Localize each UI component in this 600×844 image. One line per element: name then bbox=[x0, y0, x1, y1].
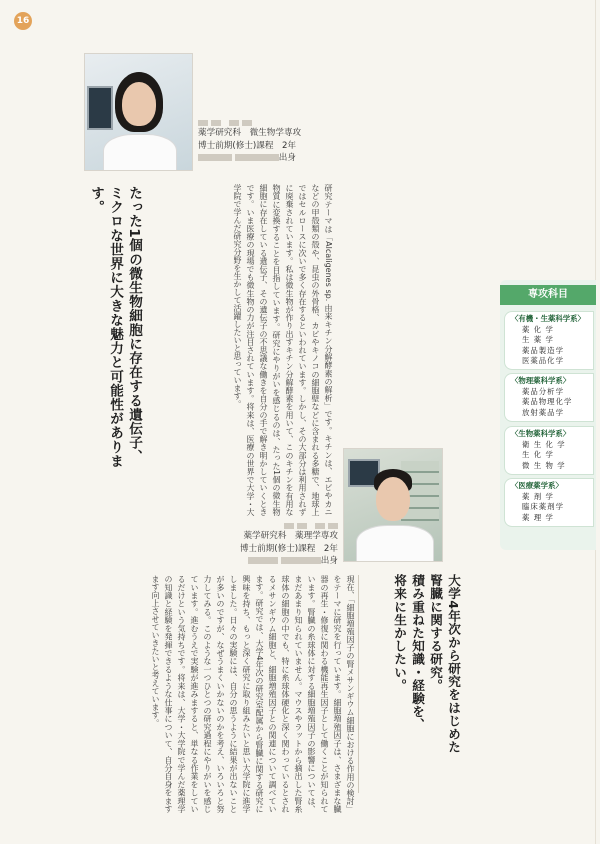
student1-origin: 出身 bbox=[278, 153, 296, 163]
subject-list bbox=[505, 440, 593, 474]
subject-group-title: 〈医療薬学系〉 bbox=[511, 481, 563, 490]
subject-item: 医薬品化学 bbox=[522, 355, 564, 365]
student2-origin: 出身 bbox=[320, 556, 338, 566]
subject-group-title: 〈有機・生薬科学系〉 bbox=[511, 314, 585, 323]
face-graphic bbox=[122, 82, 156, 126]
student2-name bbox=[213, 520, 338, 528]
subject-group bbox=[504, 373, 594, 422]
subject-list bbox=[505, 325, 593, 369]
student1-origin-row bbox=[198, 152, 301, 165]
subjects-title: 専攻科目 bbox=[500, 285, 596, 305]
student1-dept: 薬学研究科 微生物学専攻 bbox=[198, 128, 302, 138]
student2-dept: 薬学研究科 薬理学専攻 bbox=[243, 531, 338, 541]
student2-course: 博士前期(修士)課程 2年 bbox=[239, 543, 338, 554]
subject-item: 臨床薬剤学 bbox=[522, 502, 564, 512]
student2-headline: 大学4年次から研究をはじめた 腎臓に関する研究。 積み重ねた知識・経験を、 将来に生かしたい。 bbox=[392, 574, 461, 754]
lab-coat-graphic bbox=[356, 525, 434, 562]
subject-item: 薬品分析学 bbox=[522, 387, 564, 397]
subject-item: 薬品製造学 bbox=[522, 345, 564, 355]
subject-group-title: 〈物理薬科学系〉 bbox=[511, 376, 571, 385]
subject-list bbox=[505, 492, 593, 526]
student1-name bbox=[198, 117, 301, 125]
subject-item: 衛 生 化 学 bbox=[522, 440, 566, 450]
subject-list bbox=[505, 387, 593, 421]
student2-origin-row bbox=[213, 555, 338, 568]
page-number: 16 bbox=[14, 12, 32, 30]
student1-body: 研究テーマは「Alcaligenes sp. 由来キチン分解酵素の解析」です。キチンは、エビやカニなどの甲殻類の殻や、昆虫の外骨格、カビやキノコの細胞壁などに含まれる多糖で、地球上ではセルロースに次いで多く存在するといわれています。しかし、その大部分は利用されずに廃棄されています。私は微生物が作り出すキチン分解酵素を用いて、このキチンを有用な物質に変換することを目指しています。研究にやりがいを感じるのは、たった1個の微生物細胞に存在している遺伝子、その遺伝子の不思議な働きを自分の手で解き明かしていくときです。いま医療の現場でも微生物の力が注目されています。将来は、医療の世界で大学・大学院で学んだ研究分野を生かして活躍したいと思っています。 bbox=[233, 184, 333, 516]
student1-profile bbox=[198, 117, 301, 165]
student1-headline: たった1個の微生物細胞に存在する遺伝子、 ミクロな世界に大きな魅力と可能性があります。 bbox=[88, 186, 142, 468]
student1-photo bbox=[84, 53, 193, 171]
subject-item: 微 生 物 学 bbox=[522, 460, 566, 470]
student2-body: 現在、「細胞増殖因子の腎メサンギウム細胞における作用の検討」をテーマに研究を行っています。細胞増殖因子は、さまざまな臓器の再生・修復に関わる機能再生因子として働くことが知られています。腎臓の糸球体に対する細胞増殖因子の影響については、まだあまり知られていません。マウスやラットから摘出した腎糸球体の細胞の中でも、特に糸球体硬化と深く関わっているとされるメサンギウム細胞と、細胞増殖因子との関連について調べています。研究では、大学4年次の研究室配属から腎臓に関する研究に興味を持ち、もっと深く研究に取り組みたいと思い大学院に進学しました。日々の実験には、自分の思うように結果が出ないことが多いのですが、なぜうまくいかないのかを考え、いろいろと努力してみる。このような一つひとつの研究過程にやりがいを感じています。進むうえで実験が進みますると、単なる作業をしているだけという気持ちです。将来は、大学・大学院で学んだ薬理学の知識と経験を発揮できるような仕事について、自分自身をますます向上させていきたいと考えています。 bbox=[151, 575, 355, 813]
subject-item: 生 薬 学 bbox=[522, 335, 554, 345]
subject-item: 薬 剤 学 bbox=[522, 492, 554, 502]
student1-course: 博士前期(修士)課程 2年 bbox=[198, 140, 297, 151]
subject-item: 生 化 学 bbox=[522, 450, 554, 460]
subject-group bbox=[504, 426, 594, 475]
subject-item: 放射薬品学 bbox=[522, 407, 564, 417]
subject-item: 薬 理 学 bbox=[522, 512, 554, 522]
divider bbox=[358, 575, 359, 793]
subject-group-title: 〈生物薬科学系〉 bbox=[511, 429, 571, 438]
monitor-graphic bbox=[87, 86, 113, 130]
lab-coat-graphic bbox=[103, 134, 177, 171]
student2-profile bbox=[213, 520, 338, 568]
face-graphic bbox=[376, 477, 410, 521]
subject-item: 薬 化 学 bbox=[522, 325, 554, 335]
student2-photo bbox=[343, 448, 443, 562]
subject-group bbox=[504, 478, 594, 527]
subject-item: 薬品物理化学 bbox=[522, 397, 573, 407]
subject-group bbox=[504, 311, 594, 370]
